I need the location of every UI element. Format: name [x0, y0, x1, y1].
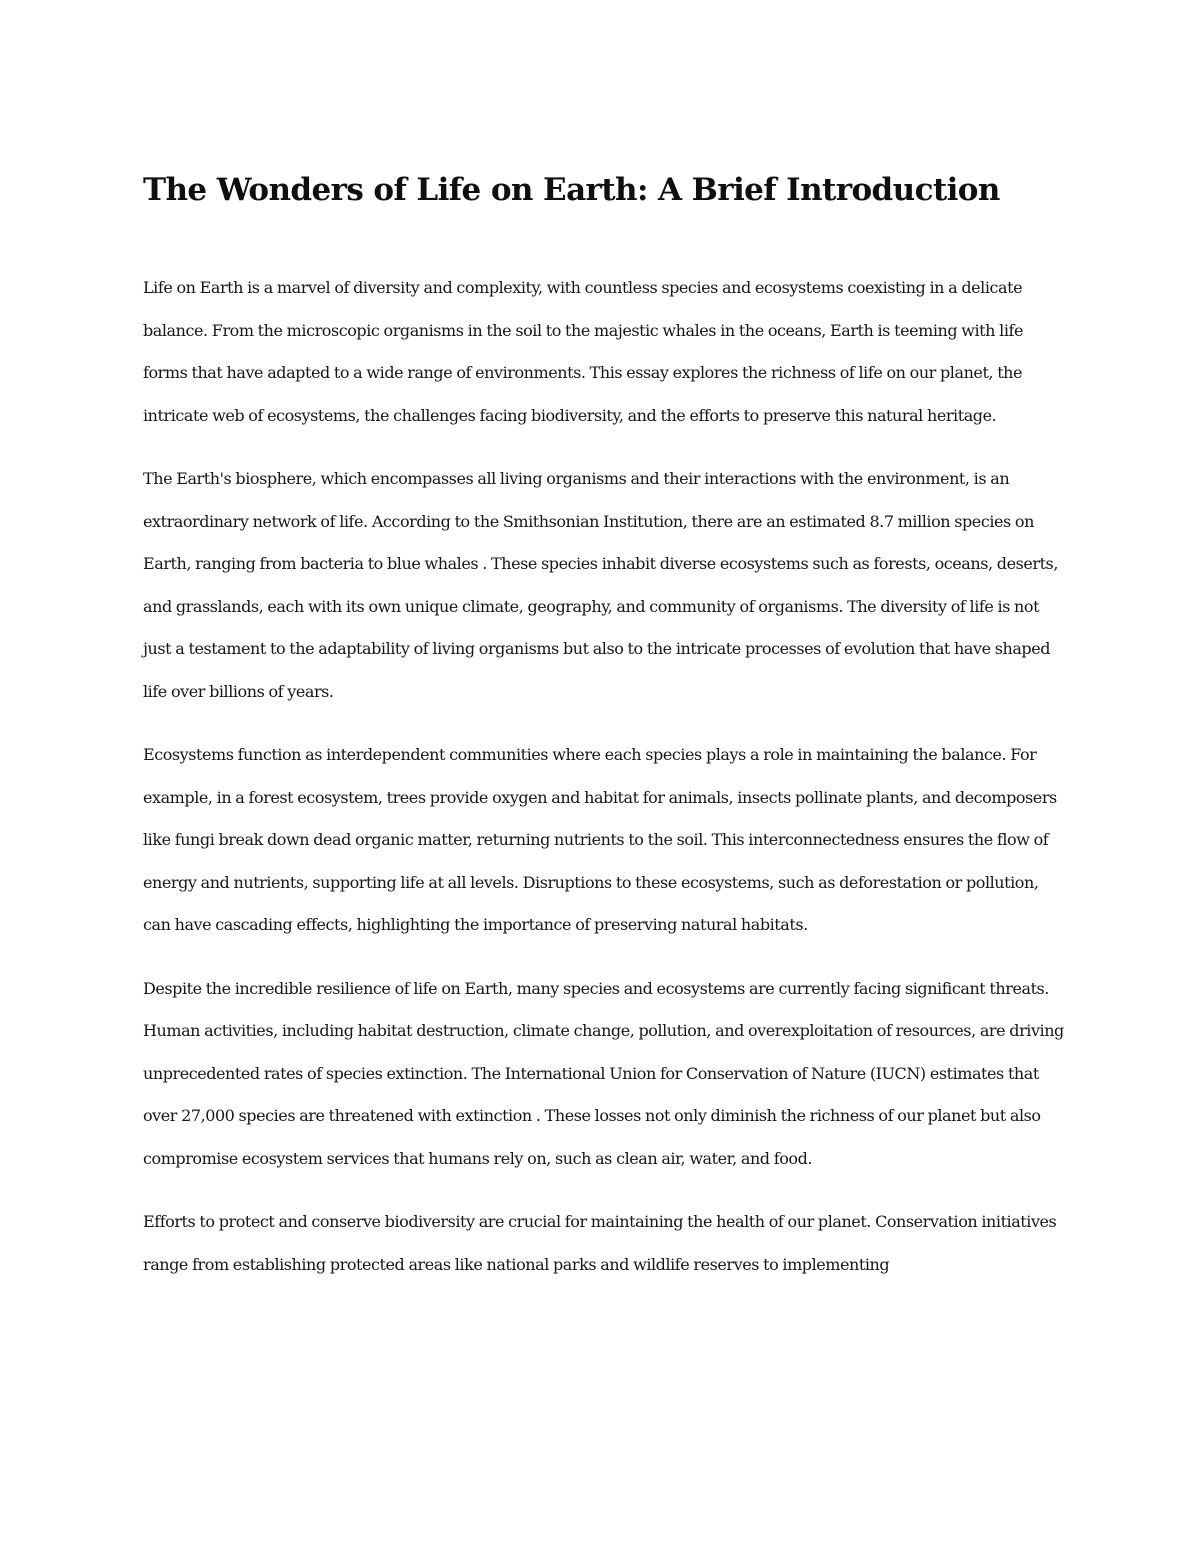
- paragraph-list: [143, 267, 1065, 1286]
- paragraph-threats: Despite the incredible resilience of life on Earth, many species and ecosystems are currently facing significant threats. Human activities, including habitat destruction, climate change, pollution, and overexploitation of resources, are driving unprecedented rates of species extinction. The International Union for Conservation of Nature (IUCN) estimates that over 27,000 species are threatened with extinction . These losses not only diminish the richness of our planet but also compromise ecosystem services that humans rely on, such as clean air, water, and food.: [143, 978, 1064, 1168]
- paragraph-ecosystems: Ecosystems function as interdependent communities where each species plays a role in maintaining the balance. For example, in a forest ecosystem, trees provide oxygen and habitat for animals, insects pollinate plants, and decomposers like fungi break down dead organic matter, returning nutrients to the soil. This interconnectedness ensures the flow of energy and nutrients, supporting life at all levels. Disruptions to these ecosystems, such as deforestation or pollution, can have cascading effects, highlighting the importance of preserving natural habitats.: [143, 745, 1057, 934]
- document-body: [143, 168, 1065, 1307]
- paragraph-biosphere: The Earth's biosphere, which encompasses all living organisms and their interactions with the environment, is an extraordinary network of life. According to the Smithsonian Institution, there are an estimated 8.7 million species on Earth, ranging from bacteria to blue whales . These species inhabit diverse ecosystems such as forests, oceans, deserts, and grasslands, each with its own unique climate, geography, and community of organisms. The diversity of life is not just a testament to the adaptability of living organisms but also to the intricate processes of evolution that have shaped life over billions of years.: [143, 469, 1058, 701]
- paragraph-intro: Life on Earth is a marvel of diversity and complexity, with countless species and ecosystems coexisting in a delicate balance. From the microscopic organisms in the soil to the majestic whales in the oceans, Earth is teeming with life forms that have adapted to a wide range of environments. This essay explores the richness of life on our planet, the intricate web of ecosystems, the challenges facing biodiversity, and the efforts to preserve this natural heritage.: [143, 278, 1023, 425]
- paragraph-conservation: Efforts to protect and conserve biodiversity are crucial for maintaining the health of our planet. Conservation initiatives range from establishing protected areas like national parks and wildlife reserves to implementing: [143, 1212, 1057, 1274]
- document-title: The Wonders of Life on Earth: A Brief Introduction: [143, 172, 1000, 208]
